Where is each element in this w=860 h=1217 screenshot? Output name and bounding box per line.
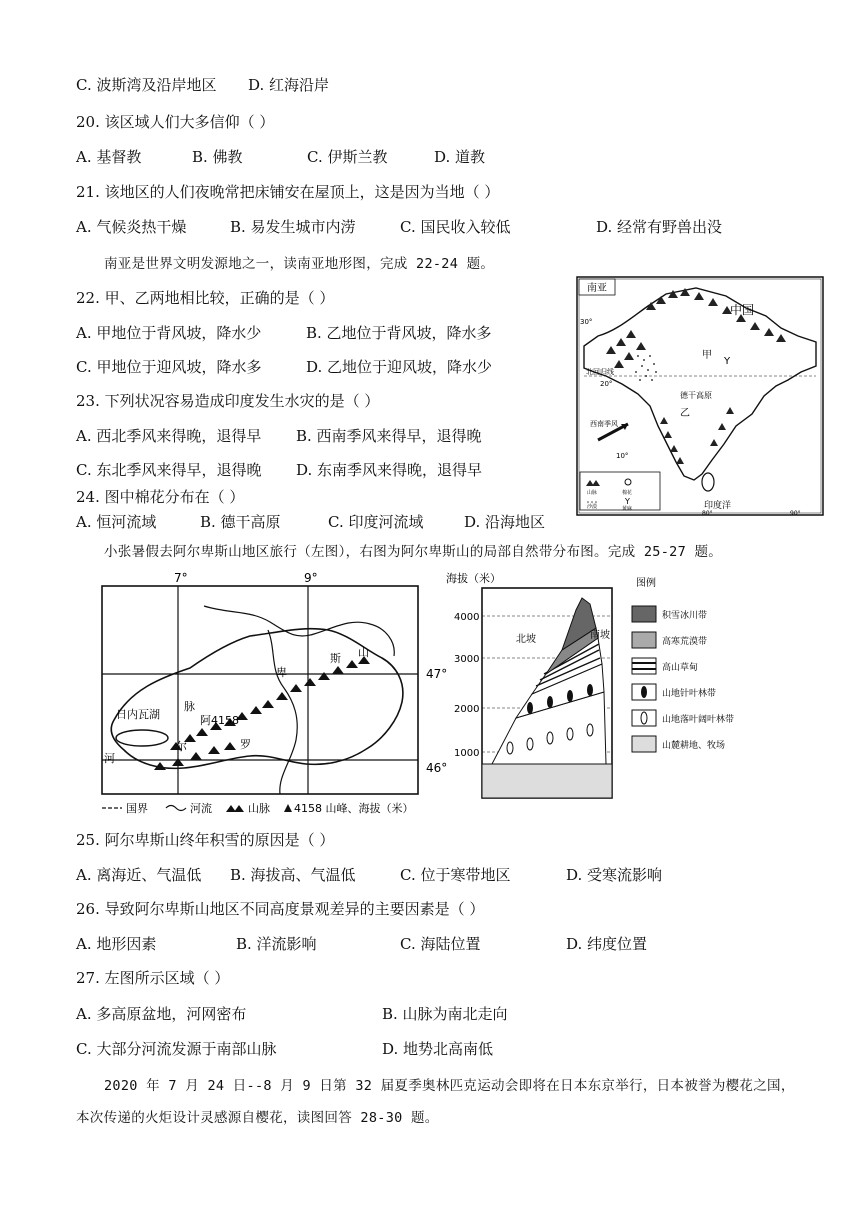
zones-legend-1: 高寒荒漠带 xyxy=(662,637,708,647)
q20-option-c: C. 伊斯兰教 xyxy=(307,148,388,166)
zones-legend-5: 山麓耕地、牧场 xyxy=(662,741,726,751)
label-yi: 乙 xyxy=(680,408,690,419)
q20-option-d: D. 道教 xyxy=(434,148,486,166)
label-jia: 甲 xyxy=(702,350,712,361)
q24-option-d: D. 沿海地区 xyxy=(464,513,546,531)
south-asia-map xyxy=(576,276,824,516)
alps-map xyxy=(100,570,460,818)
zone-band-farmland xyxy=(482,764,612,798)
q23-option-d: D. 东南季风来得晚，退得早 xyxy=(296,461,483,479)
zones-legend-2: 高山草甸 xyxy=(662,663,699,673)
legend-jute: 黄麻 xyxy=(622,506,633,512)
q21-stem: 21. 该地区的人们夜晚常把床铺安在屋顶上，这是因为当地（ ） xyxy=(76,183,500,201)
alps-legend-peak: 4158 山峰、海拔（米） xyxy=(294,802,414,815)
alps-lat46: 46° xyxy=(426,761,448,775)
q27-stem: 27. 左图所示区域（ ） xyxy=(76,969,230,987)
alps-range-6: 罗 xyxy=(240,738,251,751)
alps-legend xyxy=(102,801,414,815)
q22-option-c: C. 甲地位于迎风坡，降水多 xyxy=(76,358,262,376)
label-tropic: 北回归线 xyxy=(586,368,614,376)
label-china: 中国 xyxy=(730,303,755,317)
q24-option-c: C. 印度河流域 xyxy=(328,513,424,531)
q26-option-c: C. 海陆位置 xyxy=(400,935,481,953)
intro-28-30-line1: 2020 年 7 月 24 日--8 月 9 日第 32 届夏季奥林匹克运动会即将在日本东京举行，日本被誉为樱花之国， xyxy=(104,1078,795,1094)
q19-option-d: D. 红海沿岸 xyxy=(248,76,330,94)
alps-legend-border: 国界 xyxy=(126,802,148,815)
q20-stem: 20. 该区域人们大多信仰（ ） xyxy=(76,113,275,131)
alps-legend-mountain: 山脉 xyxy=(248,802,270,815)
label-y: Y xyxy=(724,356,731,367)
q22-stem: 22. 甲、乙两地相比较，正确的是（ ） xyxy=(76,289,335,307)
q27-option-d: D. 地势北高南低 xyxy=(382,1040,494,1058)
zones-tick-3000: 3000 xyxy=(454,654,480,665)
legend-cotton: 棉花 xyxy=(622,490,633,496)
q21-option-b: B. 易发生城市内涝 xyxy=(230,218,356,236)
legend-desert: 沙漠 xyxy=(587,504,598,510)
q25-option-d: D. 受寒流影响 xyxy=(566,866,663,884)
alps-range-4: 山 xyxy=(358,646,369,659)
legend-mountain: 山脉 xyxy=(587,490,598,496)
zones-ylabel: 海拔（米） xyxy=(446,572,501,585)
zones-legend-4: 山地落叶阔叶林带 xyxy=(662,715,735,725)
intro-25-27: 小张暑假去阿尔卑斯山地区旅行（左图），右图为阿尔卑斯山的局部自然带分布图。完成 25-27 题。 xyxy=(104,544,723,560)
q20-option-a: A. 基督教 xyxy=(76,148,142,166)
label-deccan: 德干高原 xyxy=(680,391,712,400)
alps-peak-label: 阿4158 xyxy=(200,714,239,727)
q25-option-a: A. 离海近、气温低 xyxy=(76,866,202,884)
vertical-zones-chart xyxy=(446,568,762,804)
q24-stem: 24. 图中棉花分布在（ ） xyxy=(76,488,245,506)
alps-lat47: 47° xyxy=(426,667,448,681)
alps-legend-river: 河流 xyxy=(190,802,212,815)
alps-lake-label: 日内瓦湖 xyxy=(116,708,160,721)
alps-range-3: 斯 xyxy=(330,652,341,665)
zones-tick-2000: 2000 xyxy=(454,704,480,715)
q26-option-b: B. 洋流影响 xyxy=(236,935,317,953)
zones-legend xyxy=(632,606,734,752)
sri-lanka-shape xyxy=(702,473,714,491)
intro-22-24: 南亚是世界文明发源地之一，读南亚地形图，完成 22-24 题。 xyxy=(104,256,495,272)
q21-option-a: A. 气候炎热干燥 xyxy=(76,218,187,236)
q27-option-a: A. 多高原盆地，河网密布 xyxy=(76,1005,247,1023)
zones-legend-title: 图例 xyxy=(636,578,656,589)
label-lon90: 90° xyxy=(790,510,801,516)
q21-option-d: D. 经常有野兽出没 xyxy=(596,218,723,236)
q27-option-c: C. 大部分河流发源于南部山脉 xyxy=(76,1040,277,1058)
alps-lon7: 7° xyxy=(174,571,188,585)
q20-option-b: B. 佛教 xyxy=(192,148,243,166)
q22-option-d: D. 乙地位于迎风坡，降水少 xyxy=(306,358,493,376)
alps-range-5: 脉 xyxy=(184,700,195,713)
alps-river-label: 河 xyxy=(104,752,115,765)
label-lon80: 80° xyxy=(702,510,713,516)
lake-geneva xyxy=(116,730,168,746)
q25-stem: 25. 阿尔卑斯山终年积雪的原因是（ ） xyxy=(76,831,335,849)
q23-option-b: B. 西南季风来得早，退得晚 xyxy=(296,427,482,445)
zones-south: 南坡 xyxy=(590,630,610,641)
q22-option-b: B. 乙地位于背风坡，降水多 xyxy=(306,324,492,342)
label-ocean: 印度洋 xyxy=(704,501,732,511)
label-lat30: 30° xyxy=(580,318,593,326)
q23-option-c: C. 东北季风来得早，退得晚 xyxy=(76,461,262,479)
zones-north: 北坡 xyxy=(516,634,536,645)
q25-option-c: C. 位于寒带地区 xyxy=(400,866,511,884)
legend-y: Y xyxy=(625,497,630,506)
map-title: 南亚 xyxy=(587,283,607,294)
q23-option-a: A. 西北季风来得晚，退得早 xyxy=(76,427,262,445)
alps-range-2: 卑 xyxy=(276,666,287,679)
label-lat10: 10° xyxy=(616,452,629,460)
q22-option-a: A. 甲地位于背风坡，降水少 xyxy=(76,324,262,342)
q19-option-c: C. 波斯湾及沿岸地区 xyxy=(76,76,217,94)
q24-option-b: B. 德干高原 xyxy=(200,513,281,531)
zones-legend-3: 山地针叶林带 xyxy=(662,689,717,699)
q21-option-c: C. 国民收入较低 xyxy=(400,218,511,236)
alps-range-1: 尔 xyxy=(176,740,187,753)
q27-option-b: B. 山脉为南北走向 xyxy=(382,1005,508,1023)
zones-tick-4000: 4000 xyxy=(454,612,480,623)
intro-28-30-line2: 本次传递的火炬设计灵感源自樱花，读图回答 28-30 题。 xyxy=(76,1110,439,1126)
q26-option-d: D. 纬度位置 xyxy=(566,935,648,953)
alps-lon9: 9° xyxy=(304,571,318,585)
label-monsoon: 西南季风 xyxy=(590,420,618,428)
q26-stem: 26. 导致阿尔卑斯山地区不同高度景观差异的主要因素是（ ） xyxy=(76,900,485,918)
q26-option-a: A. 地形因素 xyxy=(76,935,157,953)
q23-stem: 23. 下列状况容易造成印度发生水灾的是（ ） xyxy=(76,392,380,410)
zones-tick-1000: 1000 xyxy=(454,748,480,759)
q25-option-b: B. 海拔高、气温低 xyxy=(230,866,356,884)
zones-legend-0: 积雪冰川带 xyxy=(662,611,708,621)
q24-option-a: A. 恒河流域 xyxy=(76,513,157,531)
label-lat20: 20° xyxy=(600,380,613,388)
